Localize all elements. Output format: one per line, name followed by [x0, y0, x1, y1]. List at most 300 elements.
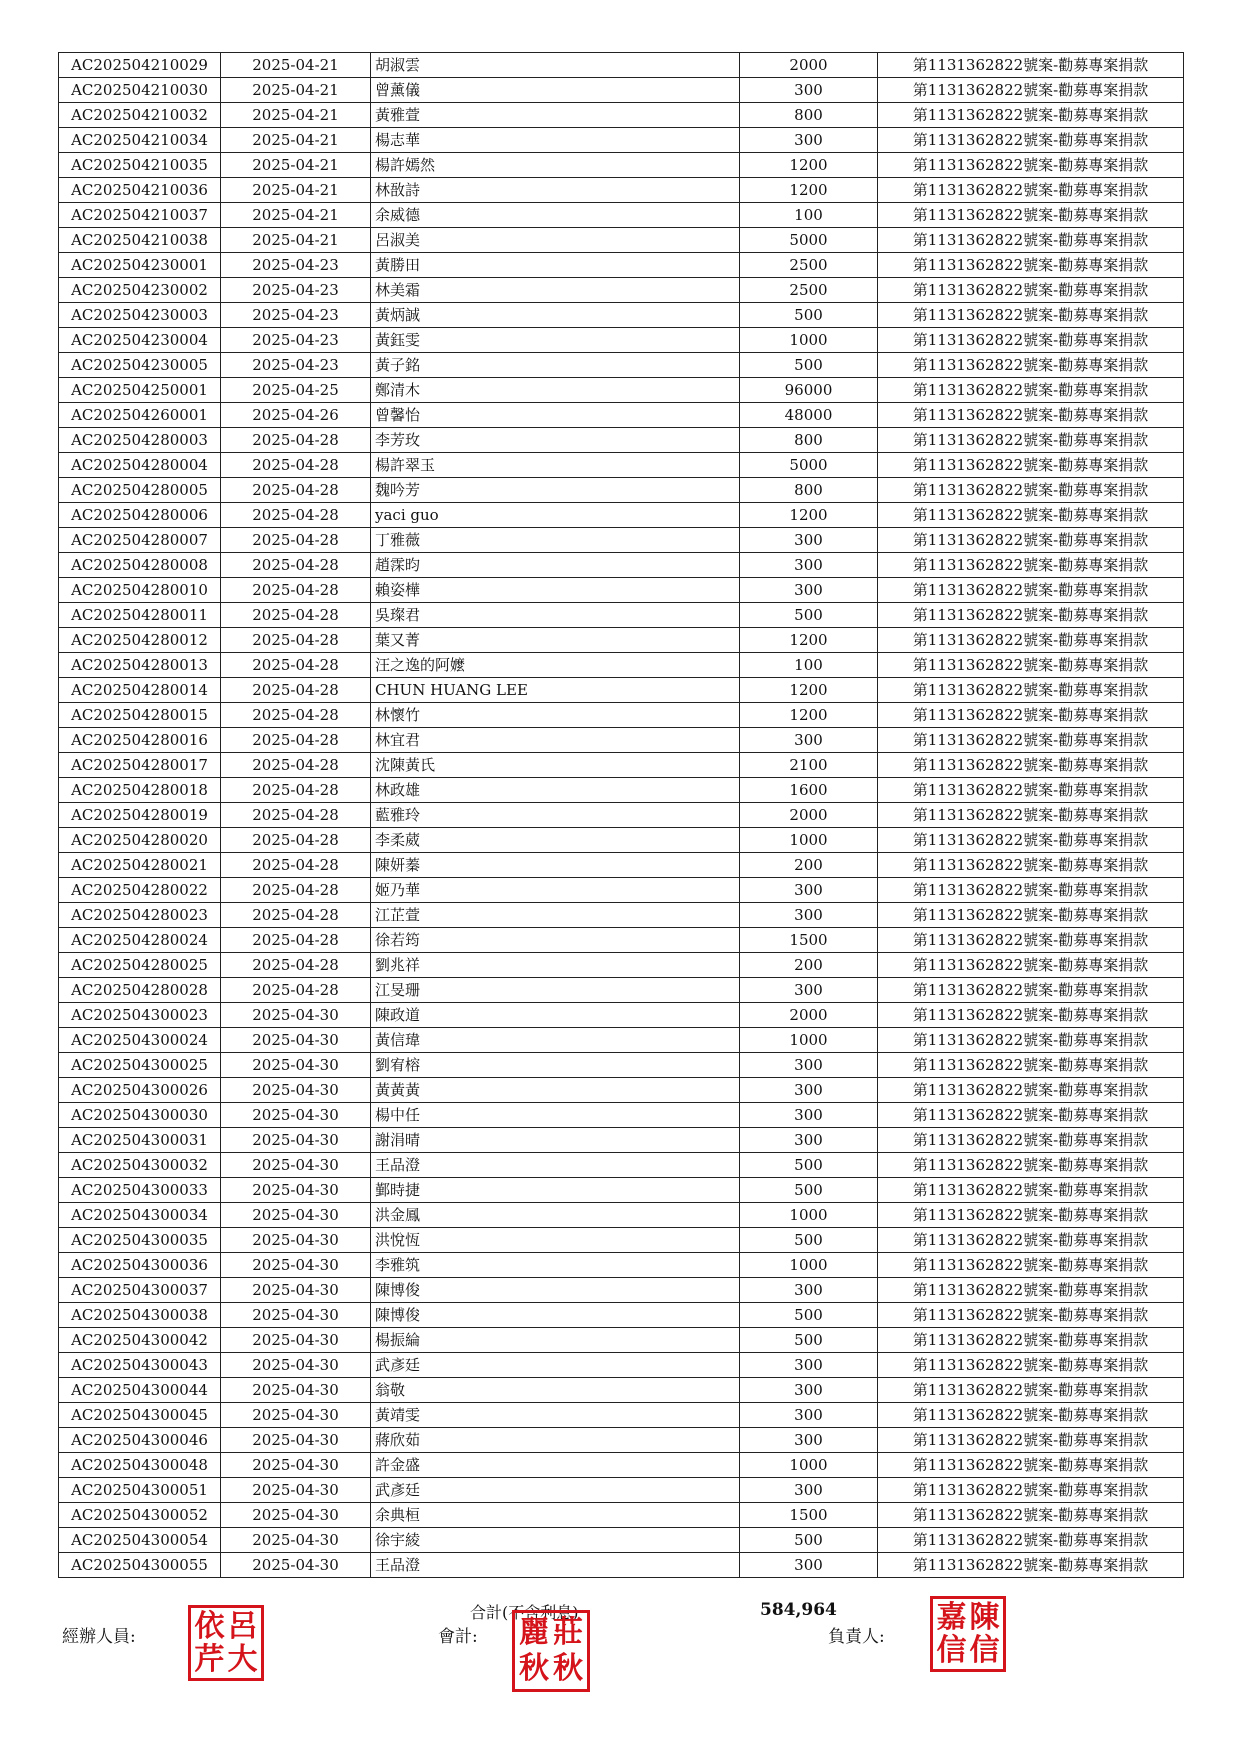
donor-name-cell: 許金盛: [371, 1453, 740, 1478]
entry-date-cell: 2025-04-30: [221, 1153, 371, 1178]
amount-cell: 300: [740, 878, 878, 903]
entry-date-cell: 2025-04-21: [221, 103, 371, 128]
entry-id-cell: AC202504300055: [59, 1553, 221, 1578]
donor-name-cell: 楊中任: [371, 1103, 740, 1128]
table-row: [59, 653, 1184, 678]
entry-date-cell: 2025-04-30: [221, 1303, 371, 1328]
donor-name-cell: 江旻珊: [371, 978, 740, 1003]
table-row: [59, 578, 1184, 603]
amount-cell: 500: [740, 1228, 878, 1253]
table-row: [59, 128, 1184, 153]
entry-id-cell: AC202504280021: [59, 853, 221, 878]
note-cell: 第1131362822號案-勸募專案捐款: [878, 1078, 1184, 1103]
amount-cell: 1000: [740, 1453, 878, 1478]
table-row: [59, 678, 1184, 703]
entry-date-cell: 2025-04-21: [221, 53, 371, 78]
entry-date-cell: 2025-04-21: [221, 203, 371, 228]
entry-id-cell: AC202504210036: [59, 178, 221, 203]
note-cell: 第1131362822號案-勸募專案捐款: [878, 1403, 1184, 1428]
table-row: [59, 1453, 1184, 1478]
table-row: [59, 1328, 1184, 1353]
amount-cell: 300: [740, 578, 878, 603]
entry-date-cell: 2025-04-28: [221, 428, 371, 453]
table-row: [59, 778, 1184, 803]
entry-id-cell: AC202504300035: [59, 1228, 221, 1253]
entry-date-cell: 2025-04-23: [221, 253, 371, 278]
entry-id-cell: AC202504230002: [59, 278, 221, 303]
amount-cell: 300: [740, 1378, 878, 1403]
amount-cell: 800: [740, 103, 878, 128]
amount-cell: 300: [740, 1103, 878, 1128]
note-cell: 第1131362822號案-勸募專案捐款: [878, 153, 1184, 178]
entry-date-cell: 2025-04-26: [221, 403, 371, 428]
donor-name-cell: 劉宥榕: [371, 1053, 740, 1078]
donor-name-cell: 余威德: [371, 203, 740, 228]
entry-date-cell: 2025-04-30: [221, 1378, 371, 1403]
entry-date-cell: 2025-04-21: [221, 153, 371, 178]
note-cell: 第1131362822號案-勸募專案捐款: [878, 178, 1184, 203]
responsible-seal-char: 嘉: [936, 1599, 967, 1635]
amount-cell: 1000: [740, 828, 878, 853]
entry-date-cell: 2025-04-28: [221, 503, 371, 528]
note-cell: 第1131362822號案-勸募專案捐款: [878, 753, 1184, 778]
entry-id-cell: AC202504300032: [59, 1153, 221, 1178]
entry-date-cell: 2025-04-30: [221, 1203, 371, 1228]
note-cell: 第1131362822號案-勸募專案捐款: [878, 703, 1184, 728]
entry-date-cell: 2025-04-23: [221, 278, 371, 303]
entry-id-cell: AC202504300045: [59, 1403, 221, 1428]
entry-date-cell: 2025-04-28: [221, 778, 371, 803]
amount-cell: 500: [740, 353, 878, 378]
entry-date-cell: 2025-04-30: [221, 1278, 371, 1303]
note-cell: 第1131362822號案-勸募專案捐款: [878, 828, 1184, 853]
note-cell: 第1131362822號案-勸募專案捐款: [878, 1128, 1184, 1153]
note-cell: 第1131362822號案-勸募專案捐款: [878, 1503, 1184, 1528]
entry-id-cell: AC202504300052: [59, 1503, 221, 1528]
donor-name-cell: 江芷萱: [371, 903, 740, 928]
entry-id-cell: AC202504280016: [59, 728, 221, 753]
amount-cell: 500: [740, 603, 878, 628]
table-row: [59, 303, 1184, 328]
amount-cell: 1200: [740, 153, 878, 178]
amount-cell: 1000: [740, 1203, 878, 1228]
entry-date-cell: 2025-04-28: [221, 578, 371, 603]
handler-seal: [188, 1605, 264, 1681]
amount-cell: 1200: [740, 678, 878, 703]
amount-cell: 1200: [740, 178, 878, 203]
entry-date-cell: 2025-04-28: [221, 653, 371, 678]
entry-id-cell: AC202504300051: [59, 1478, 221, 1503]
table-row: [59, 953, 1184, 978]
amount-cell: 300: [740, 528, 878, 553]
note-cell: 第1131362822號案-勸募專案捐款: [878, 103, 1184, 128]
note-cell: 第1131362822號案-勸募專案捐款: [878, 253, 1184, 278]
entry-id-cell: AC202504300034: [59, 1203, 221, 1228]
note-cell: 第1131362822號案-勸募專案捐款: [878, 278, 1184, 303]
entry-date-cell: 2025-04-28: [221, 853, 371, 878]
note-cell: 第1131362822號案-勸募專案捐款: [878, 928, 1184, 953]
table-row: [59, 1553, 1184, 1578]
entry-date-cell: 2025-04-30: [221, 1003, 371, 1028]
donor-name-cell: 汪之逸的阿嬤: [371, 653, 740, 678]
ledger-body: [59, 53, 1184, 1578]
entry-date-cell: 2025-04-30: [221, 1053, 371, 1078]
entry-date-cell: 2025-04-23: [221, 328, 371, 353]
entry-id-cell: AC202504210038: [59, 228, 221, 253]
note-cell: 第1131362822號案-勸募專案捐款: [878, 903, 1184, 928]
entry-id-cell: AC202504210030: [59, 78, 221, 103]
entry-date-cell: 2025-04-30: [221, 1078, 371, 1103]
note-cell: 第1131362822號案-勸募專案捐款: [878, 78, 1184, 103]
table-row: [59, 153, 1184, 178]
table-row: [59, 1378, 1184, 1403]
donor-name-cell: 藍雅玲: [371, 803, 740, 828]
table-row: [59, 1053, 1184, 1078]
donor-name-cell: 陳博俊: [371, 1303, 740, 1328]
note-cell: 第1131362822號案-勸募專案捐款: [878, 578, 1184, 603]
note-cell: 第1131362822號案-勸募專案捐款: [878, 1453, 1184, 1478]
note-cell: 第1131362822號案-勸募專案捐款: [878, 603, 1184, 628]
table-row: [59, 703, 1184, 728]
table-row: [59, 1428, 1184, 1453]
accounting-seal-char: 秋: [519, 1651, 549, 1686]
entry-id-cell: AC202504300042: [59, 1328, 221, 1353]
amount-cell: 300: [740, 128, 878, 153]
entry-id-cell: AC202504280004: [59, 453, 221, 478]
donor-name-cell: 曾馨怡: [371, 403, 740, 428]
donor-name-cell: 呂淑美: [371, 228, 740, 253]
table-row: [59, 853, 1184, 878]
entry-date-cell: 2025-04-30: [221, 1528, 371, 1553]
note-cell: 第1131362822號案-勸募專案捐款: [878, 953, 1184, 978]
table-row: [59, 278, 1184, 303]
entry-id-cell: AC202504300054: [59, 1528, 221, 1553]
donor-name-cell: 李芳玫: [371, 428, 740, 453]
entry-date-cell: 2025-04-30: [221, 1353, 371, 1378]
handler-seal-char: 大: [227, 1641, 258, 1677]
entry-id-cell: AC202504210034: [59, 128, 221, 153]
table-row: [59, 1228, 1184, 1253]
donor-name-cell: 黃靖雯: [371, 1403, 740, 1428]
donor-name-cell: 陳博俊: [371, 1278, 740, 1303]
note-cell: 第1131362822號案-勸募專案捐款: [878, 1553, 1184, 1578]
amount-cell: 96000: [740, 378, 878, 403]
donor-name-cell: 黃子銘: [371, 353, 740, 378]
amount-cell: 5000: [740, 453, 878, 478]
donor-name-cell: 鄞時捷: [371, 1178, 740, 1203]
donor-name-cell: 洪悅恆: [371, 1228, 740, 1253]
entry-id-cell: AC202504250001: [59, 378, 221, 403]
note-cell: 第1131362822號案-勸募專案捐款: [878, 678, 1184, 703]
entry-date-cell: 2025-04-21: [221, 178, 371, 203]
table-row: [59, 903, 1184, 928]
note-cell: 第1131362822號案-勸募專案捐款: [878, 1003, 1184, 1028]
donor-name-cell: 沈陳黃氏: [371, 753, 740, 778]
amount-cell: 2000: [740, 53, 878, 78]
note-cell: 第1131362822號案-勸募專案捐款: [878, 203, 1184, 228]
table-row: [59, 203, 1184, 228]
handler-label: 經辦人員:: [62, 1627, 136, 1647]
amount-cell: 1000: [740, 328, 878, 353]
amount-cell: 300: [740, 1353, 878, 1378]
entry-id-cell: AC202504280013: [59, 653, 221, 678]
entry-id-cell: AC202504300038: [59, 1303, 221, 1328]
entry-date-cell: 2025-04-30: [221, 1328, 371, 1353]
table-row: [59, 928, 1184, 953]
entry-date-cell: 2025-04-30: [221, 1428, 371, 1453]
table-row: [59, 178, 1184, 203]
amount-cell: 1200: [740, 628, 878, 653]
table-row: [59, 1278, 1184, 1303]
note-cell: 第1131362822號案-勸募專案捐款: [878, 1528, 1184, 1553]
amount-cell: 2000: [740, 1003, 878, 1028]
entry-id-cell: AC202504210035: [59, 153, 221, 178]
amount-cell: 2100: [740, 753, 878, 778]
donor-name-cell: 黃炳誠: [371, 303, 740, 328]
note-cell: 第1131362822號案-勸募專案捐款: [878, 353, 1184, 378]
amount-cell: 300: [740, 903, 878, 928]
handler-seal-char: 依: [194, 1608, 225, 1644]
entry-id-cell: AC202504210037: [59, 203, 221, 228]
entry-date-cell: 2025-04-28: [221, 678, 371, 703]
amount-cell: 800: [740, 478, 878, 503]
note-cell: 第1131362822號案-勸募專案捐款: [878, 1053, 1184, 1078]
note-cell: 第1131362822號案-勸募專案捐款: [878, 1278, 1184, 1303]
table-row: [59, 1528, 1184, 1553]
donor-name-cell: 趙霂昀: [371, 553, 740, 578]
amount-cell: 1500: [740, 1503, 878, 1528]
entry-date-cell: 2025-04-28: [221, 553, 371, 578]
note-cell: 第1131362822號案-勸募專案捐款: [878, 1353, 1184, 1378]
table-row: [59, 103, 1184, 128]
entry-id-cell: AC202504280014: [59, 678, 221, 703]
entry-id-cell: AC202504280003: [59, 428, 221, 453]
entry-date-cell: 2025-04-30: [221, 1453, 371, 1478]
amount-cell: 1000: [740, 1253, 878, 1278]
note-cell: 第1131362822號案-勸募專案捐款: [878, 978, 1184, 1003]
entry-date-cell: 2025-04-30: [221, 1228, 371, 1253]
amount-cell: 500: [740, 1303, 878, 1328]
table-row: [59, 478, 1184, 503]
note-cell: 第1131362822號案-勸募專案捐款: [878, 1028, 1184, 1053]
entry-id-cell: AC202504300033: [59, 1178, 221, 1203]
total-value: 584,964: [760, 1600, 837, 1620]
table-row: [59, 878, 1184, 903]
entry-id-cell: AC202504230005: [59, 353, 221, 378]
entry-id-cell: AC202504280022: [59, 878, 221, 903]
table-row: [59, 1003, 1184, 1028]
entry-date-cell: 2025-04-30: [221, 1028, 371, 1053]
note-cell: 第1131362822號案-勸募專案捐款: [878, 1328, 1184, 1353]
amount-cell: 1600: [740, 778, 878, 803]
table-row: [59, 328, 1184, 353]
note-cell: 第1131362822號案-勸募專案捐款: [878, 878, 1184, 903]
entry-id-cell: AC202504280011: [59, 603, 221, 628]
donor-name-cell: 鄭清木: [371, 378, 740, 403]
entry-date-cell: 2025-04-30: [221, 1553, 371, 1578]
entry-date-cell: 2025-04-21: [221, 78, 371, 103]
entry-id-cell: AC202504280008: [59, 553, 221, 578]
amount-cell: 200: [740, 953, 878, 978]
donor-name-cell: 楊振綸: [371, 1328, 740, 1353]
note-cell: 第1131362822號案-勸募專案捐款: [878, 1428, 1184, 1453]
donor-name-cell: CHUN HUANG LEE: [371, 678, 740, 703]
entry-date-cell: 2025-04-30: [221, 1128, 371, 1153]
table-row: [59, 528, 1184, 553]
entry-date-cell: 2025-04-21: [221, 128, 371, 153]
table-row: [59, 1153, 1184, 1178]
amount-cell: 300: [740, 1478, 878, 1503]
entry-date-cell: 2025-04-30: [221, 1178, 371, 1203]
amount-cell: 500: [740, 1178, 878, 1203]
entry-id-cell: AC202504300023: [59, 1003, 221, 1028]
note-cell: 第1131362822號案-勸募專案捐款: [878, 53, 1184, 78]
table-row: [59, 1303, 1184, 1328]
entry-id-cell: AC202504280007: [59, 528, 221, 553]
amount-cell: 300: [740, 553, 878, 578]
amount-cell: 5000: [740, 228, 878, 253]
donor-name-cell: 武彥廷: [371, 1353, 740, 1378]
total-label: 合計(不含利息): [470, 1603, 579, 1622]
note-cell: 第1131362822號案-勸募專案捐款: [878, 728, 1184, 753]
entry-date-cell: 2025-04-30: [221, 1253, 371, 1278]
responsible-seal: [930, 1596, 1006, 1672]
entry-date-cell: 2025-04-30: [221, 1478, 371, 1503]
amount-cell: 100: [740, 653, 878, 678]
amount-cell: 500: [740, 1528, 878, 1553]
amount-cell: 300: [740, 78, 878, 103]
amount-cell: 2500: [740, 278, 878, 303]
entry-id-cell: AC202504300048: [59, 1453, 221, 1478]
entry-date-cell: 2025-04-28: [221, 953, 371, 978]
note-cell: 第1131362822號案-勸募專案捐款: [878, 1153, 1184, 1178]
entry-id-cell: AC202504300037: [59, 1278, 221, 1303]
table-row: [59, 1178, 1184, 1203]
entry-id-cell: AC202504280019: [59, 803, 221, 828]
amount-cell: 300: [740, 978, 878, 1003]
table-row: [59, 1503, 1184, 1528]
entry-id-cell: AC202504300026: [59, 1078, 221, 1103]
table-row: [59, 1403, 1184, 1428]
amount-cell: 300: [740, 1053, 878, 1078]
amount-cell: 300: [740, 728, 878, 753]
entry-id-cell: AC202504230003: [59, 303, 221, 328]
donor-name-cell: 林懷竹: [371, 703, 740, 728]
amount-cell: 2500: [740, 253, 878, 278]
amount-cell: 500: [740, 303, 878, 328]
note-cell: 第1131362822號案-勸募專案捐款: [878, 503, 1184, 528]
entry-id-cell: AC202504300036: [59, 1253, 221, 1278]
donor-name-cell: 陳妍蓁: [371, 853, 740, 878]
entry-date-cell: 2025-04-28: [221, 478, 371, 503]
entry-id-cell: AC202504260001: [59, 403, 221, 428]
note-cell: 第1131362822號案-勸募專案捐款: [878, 453, 1184, 478]
donor-name-cell: 黃鈺雯: [371, 328, 740, 353]
donor-name-cell: 李柔葳: [371, 828, 740, 853]
amount-cell: 48000: [740, 403, 878, 428]
entry-date-cell: 2025-04-23: [221, 303, 371, 328]
donor-name-cell: 蔣欣茹: [371, 1428, 740, 1453]
entry-id-cell: AC202504230004: [59, 328, 221, 353]
donor-name-cell: 葉又菁: [371, 628, 740, 653]
note-cell: 第1131362822號案-勸募專案捐款: [878, 528, 1184, 553]
entry-id-cell: AC202504300024: [59, 1028, 221, 1053]
amount-cell: 300: [740, 1078, 878, 1103]
note-cell: 第1131362822號案-勸募專案捐款: [878, 378, 1184, 403]
table-row: [59, 803, 1184, 828]
donor-name-cell: 謝涓晴: [371, 1128, 740, 1153]
donor-name-cell: 丁雅薇: [371, 528, 740, 553]
amount-cell: 300: [740, 1553, 878, 1578]
donor-name-cell: 賴姿樺: [371, 578, 740, 603]
amount-cell: 200: [740, 853, 878, 878]
amount-cell: 300: [740, 1428, 878, 1453]
accounting-seal-char: 莊: [553, 1615, 583, 1650]
note-cell: 第1131362822號案-勸募專案捐款: [878, 228, 1184, 253]
donor-name-cell: 林敔詩: [371, 178, 740, 203]
table-row: [59, 553, 1184, 578]
entry-date-cell: 2025-04-28: [221, 903, 371, 928]
entry-id-cell: AC202504280006: [59, 503, 221, 528]
donor-name-cell: 洪金鳳: [371, 1203, 740, 1228]
entry-id-cell: AC202504280023: [59, 903, 221, 928]
responsible-seal-char: 陳: [969, 1599, 1000, 1635]
entry-id-cell: AC202504210032: [59, 103, 221, 128]
entry-date-cell: 2025-04-30: [221, 1403, 371, 1428]
table-row: [59, 628, 1184, 653]
entry-date-cell: 2025-04-28: [221, 878, 371, 903]
donor-name-cell: 胡淑雲: [371, 53, 740, 78]
note-cell: 第1131362822號案-勸募專案捐款: [878, 853, 1184, 878]
entry-id-cell: AC202504280024: [59, 928, 221, 953]
entry-date-cell: 2025-04-28: [221, 603, 371, 628]
donor-name-cell: 陳政道: [371, 1003, 740, 1028]
entry-id-cell: AC202504300025: [59, 1053, 221, 1078]
entry-date-cell: 2025-04-25: [221, 378, 371, 403]
entry-id-cell: AC202504300043: [59, 1353, 221, 1378]
entry-date-cell: 2025-04-28: [221, 803, 371, 828]
table-row: [59, 503, 1184, 528]
table-row: [59, 828, 1184, 853]
table-row: [59, 353, 1184, 378]
table-row: [59, 1078, 1184, 1103]
amount-cell: 500: [740, 1153, 878, 1178]
entry-id-cell: AC202504210029: [59, 53, 221, 78]
responsible-seal-char: 信: [936, 1632, 967, 1668]
donor-name-cell: 黃雅萱: [371, 103, 740, 128]
entry-date-cell: 2025-04-21: [221, 228, 371, 253]
table-row: [59, 603, 1184, 628]
table-row: [59, 403, 1184, 428]
table-row: [59, 378, 1184, 403]
note-cell: 第1131362822號案-勸募專案捐款: [878, 403, 1184, 428]
handler-seal-char: 芹: [194, 1641, 225, 1677]
table-row: [59, 428, 1184, 453]
donor-name-cell: 林政雄: [371, 778, 740, 803]
donor-name-cell: 曾薰儀: [371, 78, 740, 103]
table-row: [59, 1028, 1184, 1053]
note-cell: 第1131362822號案-勸募專案捐款: [878, 1478, 1184, 1503]
note-cell: 第1131362822號案-勸募專案捐款: [878, 1253, 1184, 1278]
amount-cell: 300: [740, 1128, 878, 1153]
note-cell: 第1131362822號案-勸募專案捐款: [878, 328, 1184, 353]
table-row: [59, 753, 1184, 778]
entry-id-cell: AC202504280028: [59, 978, 221, 1003]
donor-name-cell: 姬乃華: [371, 878, 740, 903]
entry-id-cell: AC202504300046: [59, 1428, 221, 1453]
entry-id-cell: AC202504280020: [59, 828, 221, 853]
donor-name-cell: 余典桓: [371, 1503, 740, 1528]
